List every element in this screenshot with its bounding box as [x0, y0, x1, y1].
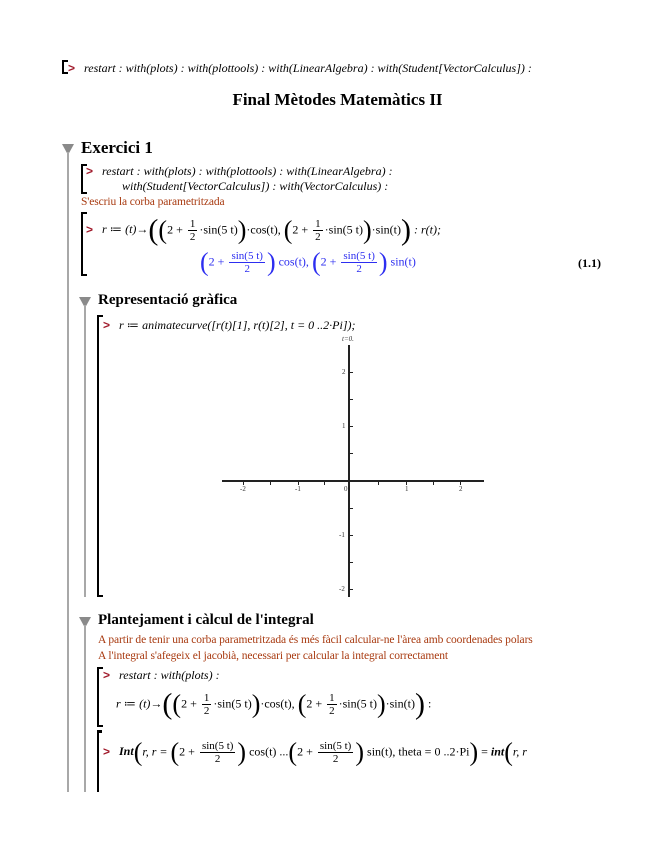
prompt-marker: > — [103, 744, 111, 759]
text-paragraph: A l'integral s'afegeix el jacobià, necessari per calcular la integral correctament — [98, 650, 449, 662]
y-tick-label: 1 — [342, 422, 346, 430]
section-range-line — [67, 152, 69, 792]
frame-label: t=0. — [342, 335, 354, 343]
y-axis — [348, 345, 350, 597]
exec-group-2-output: (2 + $\frac{\sin(5 t)}{2}$ ) cos(t), (2 + $\frac{\sin(5 t)}{2}$ ) sin(t) — [200, 247, 416, 277]
animation-plot[interactable] — [220, 335, 485, 600]
subsection-title-plantejament: Plantejament i càlcul de l'integral — [98, 612, 314, 628]
exec-group-2-input[interactable]: > r ≔ (t)→((2 + $\frac{1}{2}$ ·sin(5 t))·cos(t), (2 + $\frac{1}{2}$ ·sin(5 t))·sin(t)) : r(t); — [86, 213, 441, 247]
subsection-range-line — [84, 625, 86, 792]
exec-group-bracket — [81, 164, 83, 194]
exec-group-bracket — [81, 212, 83, 276]
r-definition-input[interactable]: r ≔ (t)→((2 + $\frac{1}{2}$ ·sin(5 t))·cos(t), (2 + $\frac{1}{2}$ ·sin(5 t))·sin(t)) : — [116, 687, 432, 721]
prompt-marker: > — [86, 164, 94, 178]
command-input-line1[interactable]: restart : with(plots) : with(plottools) : with(LinearAlgebra) : — [102, 164, 393, 178]
top-group[interactable] — [68, 61, 532, 75]
y-tick-label: -1 — [339, 531, 345, 539]
exec-group-1[interactable] — [86, 164, 393, 178]
exec-group-bracket — [97, 667, 99, 727]
prompt-marker: > — [103, 318, 111, 332]
prompt-marker: > — [103, 668, 111, 682]
command-input-line2[interactable]: with(Student[VectorCalculus]) : with(VectorCalculus) : — [122, 179, 389, 193]
document-title: Final Mètodes Matemàtics II — [232, 90, 443, 109]
x-tick-label: -1 — [295, 485, 301, 493]
subsection-title-representacio-grafica: Representació gràfica — [98, 292, 238, 308]
x-tick-label: 0 — [344, 485, 348, 493]
x-tick-label: 1 — [405, 485, 409, 493]
equation-label: (1.1) — [578, 256, 601, 270]
animatecurve-command[interactable] — [103, 318, 356, 332]
command-input[interactable]: r ≔ animatecurve([r(t)[1], r(t)[2], t = 0 ..2·Pi]); — [119, 318, 356, 332]
x-axis — [222, 480, 484, 482]
prompt-marker: > — [68, 61, 76, 75]
top-group-bracket — [62, 60, 64, 74]
integral-command[interactable]: > Int(r, r = (2 + $\frac{\sin(5 t)}{2}$ ) cos(t) ...(2 + $\frac{\sin(5 t)}{2}$ ) sin(t), theta = 0 ..2·Pi) = int(r, r — [103, 737, 527, 767]
x-tick-label: -2 — [240, 485, 246, 493]
x-tick-label: 2 — [459, 485, 463, 493]
y-tick-label: -2 — [339, 585, 345, 593]
exec-group-restart[interactable]: > restart : with(plots) : — [103, 668, 220, 682]
command-input[interactable]: restart : with(plots) : with(plottools) : with(LinearAlgebra) : with(Student[VectorCalculus]) : — [84, 61, 532, 75]
exec-group-bracket — [97, 730, 99, 792]
section-title-exercici-1: Exercici 1 — [81, 138, 153, 157]
text-paragraph: A partir de tenir una corba parametritzada és més fàcil calcular-ne l'àrea amb coordenades polars — [98, 634, 533, 646]
prompt-marker: > — [86, 222, 94, 237]
y-tick-label: 2 — [342, 368, 346, 376]
text-paragraph: S'escriu la corba parametritzada — [81, 196, 225, 208]
subsection-range-line — [84, 305, 86, 597]
exec-group-bracket — [97, 315, 99, 597]
